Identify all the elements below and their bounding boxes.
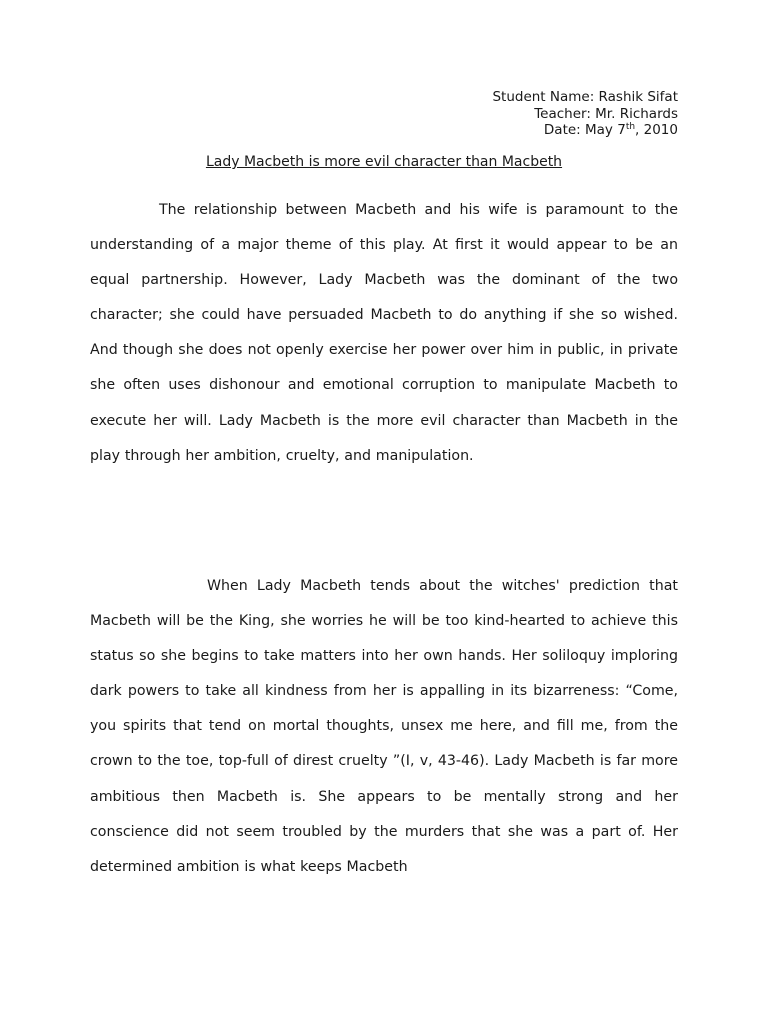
date-year: , 2010 — [635, 122, 678, 138]
teacher-name: Teacher: Mr. Richards — [534, 105, 678, 122]
date-line — [492, 122, 678, 139]
date-prefix: Date: May 7 — [543, 122, 626, 138]
header-info — [492, 89, 678, 139]
body-paragraph: When Lady Macbeth tends about the witches' prediction that Macbeth will be the King, she worries he will be too kind-hearted to achieve this status so she begins to take matters into her own hands. Her soliloquy imploring dark powers to take all kindness from her is appalling in its bizarreness: “Come, you spirits that tend on mortal thoughts, unsex me here, and fill me, from the crown to the toe, top-full of direst cruelty ”(I, v, 43-46). Lady Macbeth is far more ambitious then Macbeth is. She appears to be mentally strong and her conscience did not seem troubled by the murders that she was a part of. Her determined ambition is what keeps Macbeth — [90, 578, 678, 875]
body-paragraph: The relationship between Macbeth and his wife is paramount to the understanding of a major theme of this play. At first it would appear to be an equal partnership. However, Lady Macbeth was the dominant of the two character; she could have persuaded Macbeth to do anything if she so wished. And though she does not openly exercise her power over him in public, in private she often uses dishonour and emotional corruption to manipulate Macbeth to execute her will. Lady Macbeth is the more evil character than Macbeth in the play through her ambition, cruelty, and manipulation. — [90, 202, 678, 464]
student-name: Student Name: Rashik Sifat — [492, 89, 678, 105]
date-ordinal-suffix: th — [625, 122, 636, 132]
essay-title: Lady Macbeth is more evil character than Macbeth — [205, 154, 563, 170]
